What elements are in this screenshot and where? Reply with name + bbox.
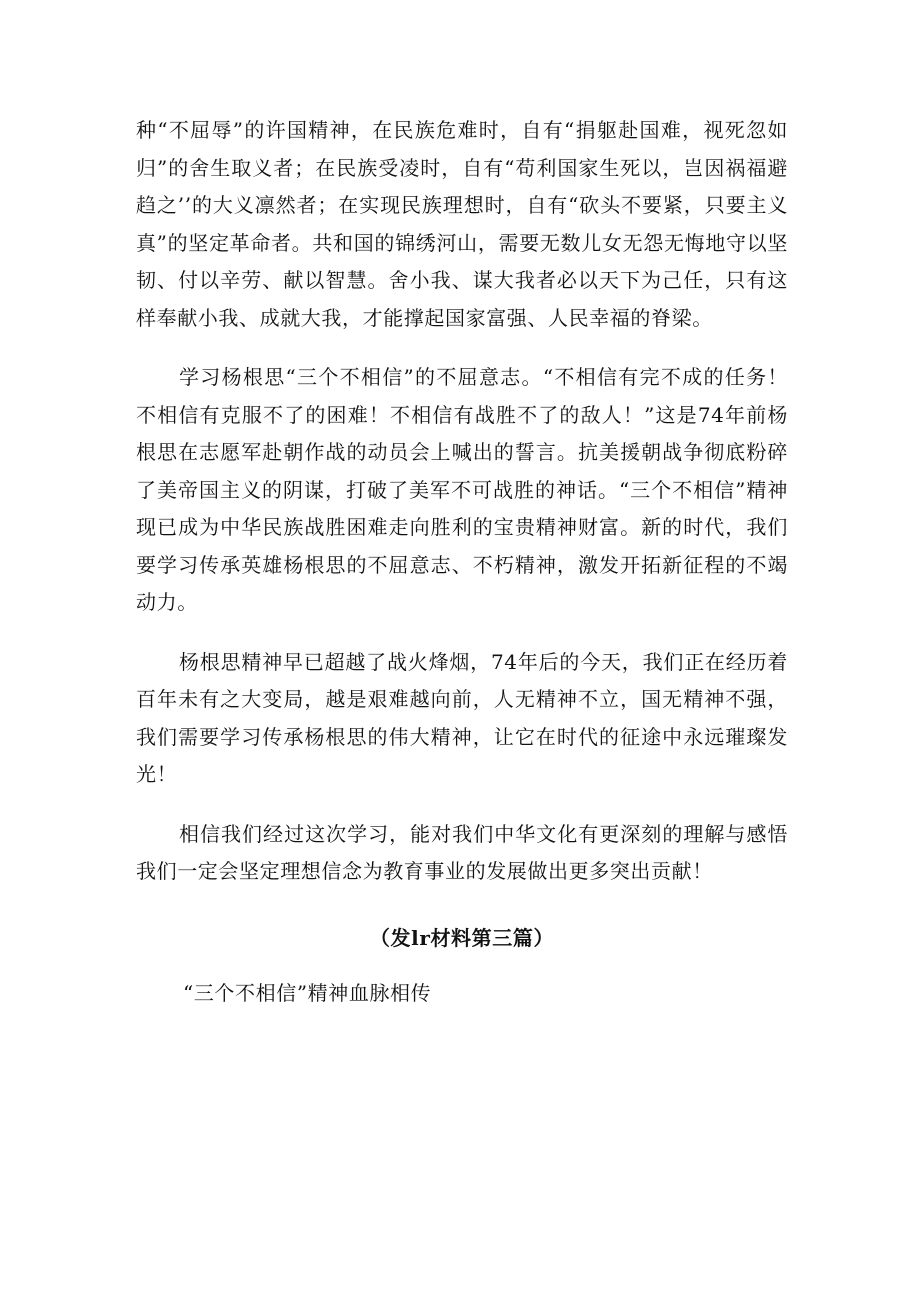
paragraph-3: 杨根思精神早已超越了战火烽烟，74年后的今天，我们正在经历着百年未有之大变局，越是艰难越向前，人无精神不立，国无精神不强，我们需要学习传承杨根思的伟大精神，让它在时代的征途中永远璀璨发光！ bbox=[136, 649, 788, 786]
section-subtitle: “三个不相信”精神血脉相传 bbox=[183, 981, 432, 1005]
document-page bbox=[136, 112, 788, 1013]
paragraph-4: 相信我们经过这次学习，能对我们中华文化有更深刻的理解与感悟我们一定会坚定理想信念为教育事业的发展做出更多突出贡献！ bbox=[136, 821, 788, 883]
paragraph-2: 学习杨根思“三个不相信”的不屈意志。“不相信有完不成的任务！不相信有克服不了的困难！不相信有战胜不了的敌人！”这是74年前杨根思在志愿军赴朝作战的动员会上喊出的誓言。抗美援朝战争彻底粉碎了美帝国主义的阴谋，打破了美军不可战胜的神话。“三个不相信”精神现已成为中华民族战胜困难走向胜利的宝贵精神财富。新的时代，我们要学习传承英雄杨根思的不屈意志、不朽精神，激发开拓新征程的不竭动力。 bbox=[136, 365, 788, 614]
paragraph-1: 种“不屈辱”的许国精神，在民族危难时，自有“捐躯赴国难，视死忽如归”的舍生取义者；在民族受凌时，自有“苟利国家生死以，岂因祸福避趋之’’的大义凛然者；在实现民族理想时，自有“砍头不要紧，只要主义真”的坚定革命者。共和国的锦绣河山，需要无数儿女无怨无悔地守以坚韧、付以辛劳、献以智慧。舍小我、谋大我者必以天下为己任，只有这样奉献小我、成就大我，才能撑起国家富强、人民幸福的脊梁。 bbox=[136, 118, 788, 330]
section-heading: （发lr材料第三篇） bbox=[369, 925, 555, 950]
